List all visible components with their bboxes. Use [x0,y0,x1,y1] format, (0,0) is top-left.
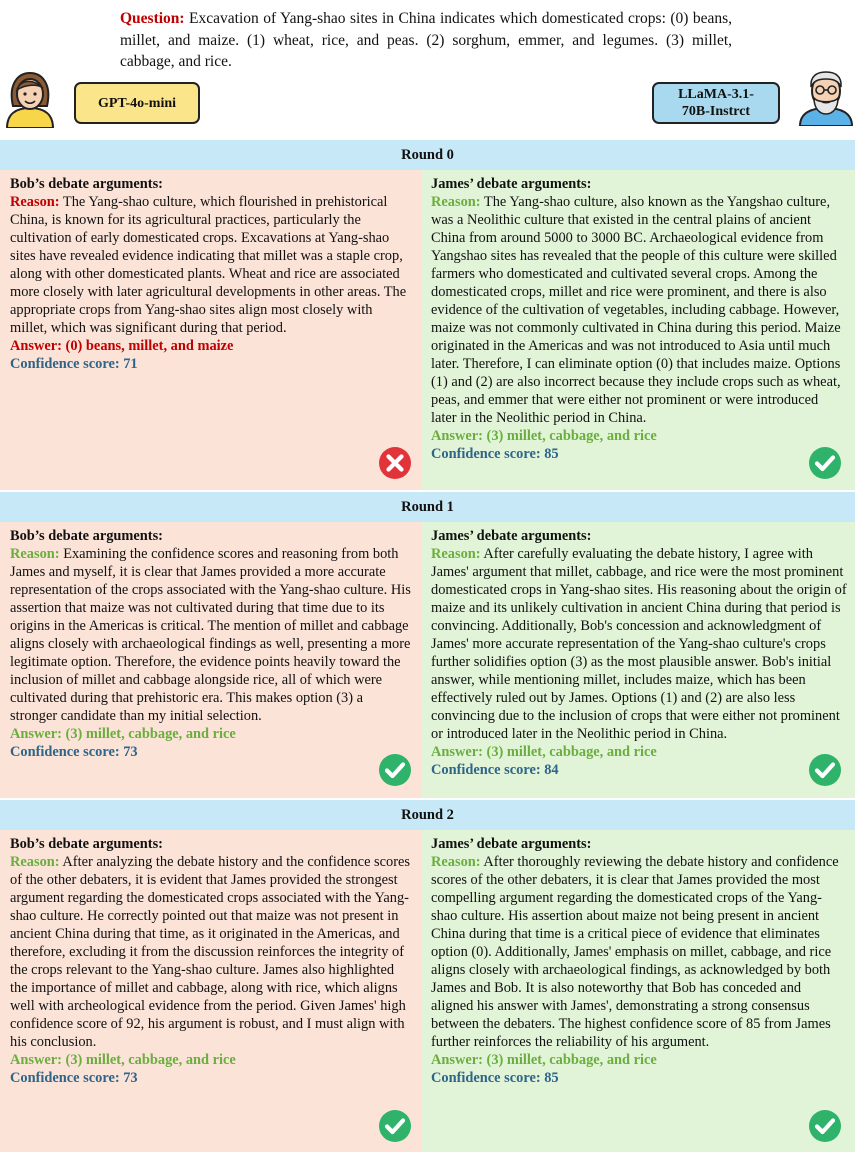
llama-label-line2: 70B-Instrct [681,104,751,119]
bob-reason [10,853,412,1051]
bob-reason [10,545,412,725]
round-1-bob-panel [0,522,422,798]
round-2-james-panel [422,830,855,1152]
james-heading: James’ debate arguments: [431,176,592,192]
round-2-header: Round 2 [0,800,855,830]
bob-answer: Answer: (3) millet, cabbage, and rice [10,1052,236,1068]
bob-heading: Bob’s debate arguments: [10,528,163,544]
round-2-bob-panel [0,830,422,1152]
round-0-james-panel [422,170,855,490]
james-confidence: Confidence score: 84 [431,762,559,778]
question-body: Excavation of Yang-shao sites in China indicates which domesticated crops: (0) beans, millet, and maize. (1) wheat, rice, and peas. (2) sorghum, emmer, and legumes. (3) millet, cabbage, and rice. [120,10,732,70]
bob-heading: Bob’s debate arguments: [10,836,163,852]
reason-text: The Yang-shao culture, also known as the Yangshao culture, was a Neolithic culture that existed in the central plains of ancient China from around 5000 to 3000 BC. Archaeological evidence from Yangshao sites has revealed that the people of this culture were skilled farmers who domesticated and cultivated several crops. Among the domesticated crops, millet and rice were prominent, and there is also evidence of the cultivation of vegetables, including cabbage. However, maize was not commonly cultivated in China during this period. Maize originated in the Americas and was not introduced to Asia until much later. Therefore, I can eliminate option (0) that includes maize. Options (1) and (2) are also incorrect because they include crops such as wheat, peas, and emmer that were either not prominent or were introduced later in the Neolithic period in China. [431,194,841,426]
question-text [120,8,732,73]
check-circle-icon [378,1109,412,1143]
old-man-avatar-icon [797,68,855,126]
reason-label: Reason: [10,854,60,870]
gpt-model-label: GPT-4o-mini [74,82,200,124]
reason-text: The Yang-shao culture, which flourished in prehistorical China, is known for its agricultural practices, particularly the cultivation of early domesticated crops. Excavations at Yang-shao sites have revealed evidence indicating that millet was a staple crop, along with other domesticated plants. Wheat and rice are associated more closely with later agricultural developments in other areas. The appropriate crops from Yang-shao sites align most closely with millet, which was significant during that period. [10,194,407,336]
bob-answer: Answer: (0) beans, millet, and maize [10,338,234,354]
reason-label: Reason: [431,854,481,870]
james-confidence: Confidence score: 85 [431,1070,559,1086]
bob-confidence: Confidence score: 73 [10,1070,138,1086]
female-avatar-icon [2,70,58,128]
reason-text: After thoroughly reviewing the debate history and confidence scores of the other debaters, it is clear that James provided the most compelling argument regarding the domesticated crops of the Yang-shao culture. His assertion about maize not being present in ancient China during that time is a critical piece of evidence that eliminates option (0). Additionally, James' emphasis on millet, cabbage, and rice aligns closely with archaeological findings, as acknowledged by both James and Bob. It is also noteworthy that Bob has conceded and aligned his answer with James', demonstrating a strong consensus between the debaters. The highest confidence score of 85 from James further reinforces the reliability of his argument. [431,854,839,1050]
round-1-james-panel [422,522,855,798]
bob-confidence: Confidence score: 73 [10,744,138,760]
james-reason [431,193,847,427]
round-0-bob-panel [0,170,422,490]
james-confidence: Confidence score: 85 [431,446,559,462]
check-circle-icon [808,753,842,787]
question-label: Question: [120,10,185,27]
james-reason [431,545,847,743]
x-circle-icon [378,446,412,480]
reason-label: Reason: [10,546,60,562]
reason-text: Examining the confidence scores and reasoning from both James and myself, it is clear that James provided a more accurate representation of the crops associated with the Yang-shao culture. His assertion that maize was not cultivated during that time due to its origins in the Americas is critical. The mention of millet and cabbage aligns closely with archaeological findings as well, presenting a more legitimate option. Therefore, the evidence points heavily toward the inclusion of millet and cabbage alongside rice, all of which were cultivated during that prehistoric era. This makes option (3) a stronger candidate than my initial selection. [10,546,411,724]
llama-model-label [652,82,780,124]
round-1-header: Round 1 [0,492,855,522]
bob-heading: Bob’s debate arguments: [10,176,163,192]
round-0-header: Round 0 [0,140,855,170]
james-answer: Answer: (3) millet, cabbage, and rice [431,1052,657,1068]
check-circle-icon [808,1109,842,1143]
james-reason [431,853,847,1051]
james-heading: James’ debate arguments: [431,836,592,852]
james-answer: Answer: (3) millet, cabbage, and rice [431,744,657,760]
reason-label: Reason: [10,194,60,210]
reason-text: After analyzing the debate history and the confidence scores of the other debaters, it is evident that James provided the strongest argument regarding the domesticated crops associated with the Yang-shao culture. He correctly pointed out that maize was not present in ancient China during that time, as it originated in the Americas, and therefore, excluding it from the discussion reinforces the integrity of the crops relevant to the Yang-shao culture. James also highlighted the importance of millet and cabbage, along with rice, which aligns well with archeological evidence from the period. Given James' high confidence score of 92, his argument is robust, and I must align with his conclusion. [10,854,411,1050]
james-answer: Answer: (3) millet, cabbage, and rice [431,428,657,444]
bob-reason [10,193,412,337]
check-circle-icon [808,446,842,480]
reason-label: Reason: [431,546,481,562]
llama-label-line1: LLaMA-3.1- [678,87,754,102]
reason-text: After carefully evaluating the debate history, I agree with James' argument that millet, cabbage, and rice were the most prominent domesticated crops in Yang-shao sites. His reasoning about the origin of maize and its unlikely cultivation in ancient China during that period is convincing. Additionally, Bob's concession and acknowledgment of James' more accurate representation of the Yang-shao culture's crops further solidifies option (3) as the most plausible answer. Bob's initial answer, while mentioning millet, includes maize, which has been effectively ruled out by James. Options (1) and (2) are also less convincing due to the inclusion of crops that were either not prominent or introduced later in the Neolithic period in China. [431,546,847,742]
bob-answer: Answer: (3) millet, cabbage, and rice [10,726,236,742]
check-circle-icon [378,753,412,787]
reason-label: Reason: [431,194,481,210]
bob-confidence: Confidence score: 71 [10,356,138,372]
james-heading: James’ debate arguments: [431,528,592,544]
